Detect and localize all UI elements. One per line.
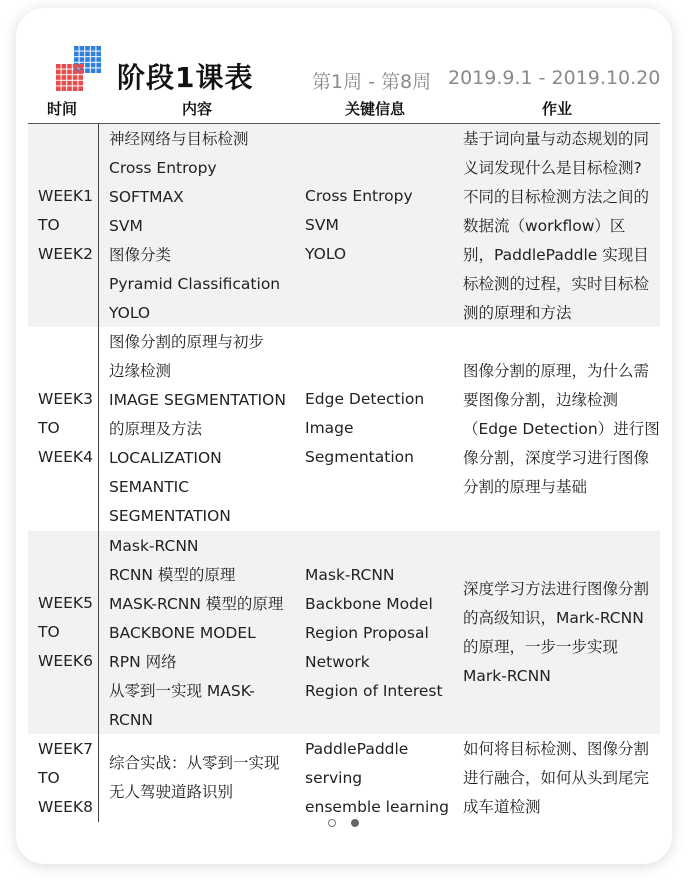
column-header-time: 时间 bbox=[47, 100, 78, 118]
table-row bbox=[28, 734, 660, 822]
pixel-grid-logo-icon bbox=[56, 46, 102, 92]
key-info-cell: Mask-RCNN Backbone Model Region Proposal Network Region of Interest bbox=[305, 566, 443, 700]
page-title: 阶段1课表 bbox=[117, 61, 254, 94]
date-range: 2019.9.1 - 2019.10.20 bbox=[448, 67, 661, 89]
key-info-cell: Edge Detection Image Segmentation bbox=[305, 390, 425, 466]
page-dot-2-active[interactable] bbox=[351, 819, 359, 827]
table-row bbox=[28, 327, 660, 531]
content-cell: 综合实战：从零到一实现 无人驾驶道路识别 bbox=[109, 754, 280, 801]
week-cell: WEEK3 TO WEEK4 bbox=[38, 390, 93, 466]
content-cell: Mask-RCNN RCNN 模型的原理 MASK-RCNN 模型的原理 BACKBONE MODEL RPN 网络 从零到一实现 MASK- RCNN bbox=[109, 537, 284, 729]
table-row bbox=[28, 531, 660, 734]
week-range: 第1周 - 第8周 bbox=[312, 71, 432, 93]
table-row bbox=[28, 124, 660, 327]
content-cell: 神经网络与目标检测 Cross Entropy SOFTMAX SVM 图像分类 Pyramid Classification YOLO bbox=[109, 130, 281, 322]
homework-cell: 图像分割的原理，为什么需 要图像分割，边缘检测 （Edge Detection）进行图 像分割，深度学习进行图像 分割的原理与基础 bbox=[463, 362, 660, 496]
page-dot-1[interactable] bbox=[328, 819, 336, 827]
column-header-homework: 作业 bbox=[542, 100, 573, 118]
column-header-key-info: 关键信息 bbox=[345, 100, 406, 118]
homework-cell: 深度学习方法进行图像分割 的高级知识，Mark-RCNN 的原理，一步一步实现 Mark-RCNN bbox=[463, 580, 650, 685]
column-header-content: 内容 bbox=[182, 100, 213, 118]
key-info-cell: PaddlePaddle serving ensemble learning bbox=[305, 740, 449, 816]
week-cell: WEEK1 TO WEEK2 bbox=[38, 187, 93, 263]
key-info-cell: Cross Entropy SVM YOLO bbox=[305, 187, 413, 263]
week-cell: WEEK7 TO WEEK8 bbox=[38, 740, 93, 816]
homework-cell: 如何将目标检测、图像分割 进行融合，如何从头到尾完 成车道检测 bbox=[463, 740, 650, 816]
content-cell: 图像分割的原理与初步 边缘检测 IMAGE SEGMENTATION 的原理及方法 LOCALIZATION SEMANTIC SEGMENTATION bbox=[109, 333, 286, 525]
week-cell: WEEK5 TO WEEK6 bbox=[38, 594, 93, 670]
column-divider bbox=[98, 124, 99, 822]
homework-cell: 基于词向量与动态规划的同 义词发现什么是目标检测? 不同的目标检测方法之间的 数据流（workflow）区 别，PaddlePaddle 实现目 标检测的过程，实时目标检 测的原理和方法 bbox=[463, 130, 650, 322]
